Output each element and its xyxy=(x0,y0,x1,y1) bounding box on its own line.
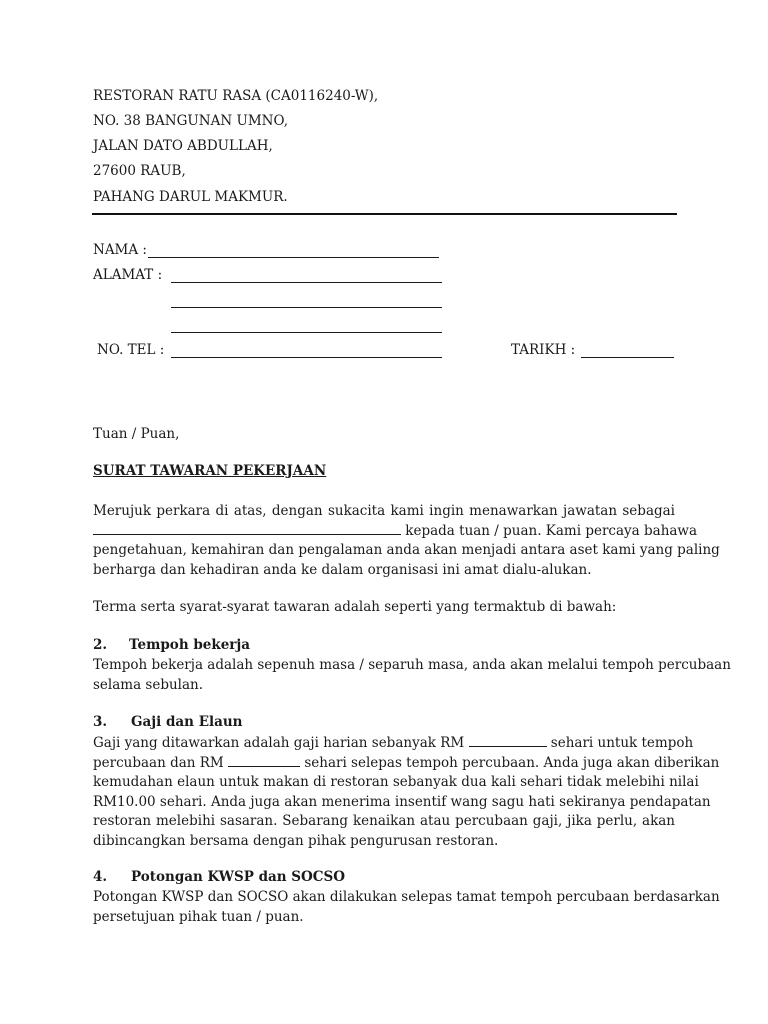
paragraph-text: percubaan dan RM xyxy=(93,754,224,771)
paragraph-line: Tempoh bekerja adalah sepenuh masa / separuh masa, anda akan melalui tempoh percubaan xyxy=(93,657,731,673)
paragraph-text: Gaji yang ditawarkan adalah gaji harian sebanyak RM xyxy=(93,735,465,751)
paragraph-line: selama sebulan. xyxy=(93,676,204,693)
paragraph-line: dibincangkan bersama dengan pihak pengurusan restoran. xyxy=(93,832,499,849)
letter-subject: SURAT TAWARAN PEKERJAAN xyxy=(93,463,327,479)
alamat-field[interactable] xyxy=(171,332,442,333)
nama-field[interactable] xyxy=(148,257,439,258)
section-title: Potongan KWSP dan SOCSO xyxy=(131,869,346,885)
alamat-field[interactable] xyxy=(171,307,442,308)
address-line: PAHANG DARUL MAKMUR. xyxy=(93,189,288,205)
section-number: 3. xyxy=(93,714,108,730)
paragraph-line: kemudahan elaun untuk makan di restoran sebanyak dua kali sehari tidak melebihi nilai xyxy=(93,774,699,791)
gaji-percubaan-blank[interactable] xyxy=(469,746,547,747)
paragraph-line: berharga dan kehadiran anda ke dalam organisasi ini amat dialu-alukan. xyxy=(93,561,592,578)
paragraph-text: sehari untuk tempoh xyxy=(550,735,694,751)
paragraph-line xyxy=(93,522,698,542)
paragraph-line: Potongan KWSP dan SOCSO akan dilakukan selepas tamat tempoh percubaan berdasarkan xyxy=(93,889,720,905)
section-number: 2. xyxy=(93,637,108,653)
address-line: NO. 38 BANGUNAN UMNO, xyxy=(93,113,289,129)
section-2-paragraph xyxy=(93,656,731,695)
paragraph-line: RM10.00 sehari. Anda juga akan menerima insentif wang sagu hati sekiranya pendapatan xyxy=(93,793,711,810)
intro-paragraph xyxy=(93,502,720,580)
tel-field[interactable] xyxy=(171,357,442,358)
company-name: RESTORAN RATU RASA (CA0116240-W), xyxy=(93,88,379,104)
paragraph-line: pengetahuan, kemahiran dan pengalaman anda akan menjadi antara aset kami yang paling xyxy=(93,542,720,559)
jawatan-blank[interactable] xyxy=(93,534,401,535)
paragraph-line: persetujuan pihak tuan / puan. xyxy=(93,908,304,925)
section-title: Tempoh bekerja xyxy=(129,637,251,653)
section-title: Gaji dan Elaun xyxy=(131,714,243,730)
salutation: Tuan / Puan, xyxy=(93,426,180,442)
section-number: 4. xyxy=(93,869,108,885)
address-line: 27600 RAUB, xyxy=(93,163,186,179)
tel-label: NO. TEL : xyxy=(97,342,165,358)
section-3-paragraph xyxy=(93,734,720,852)
paragraph-line xyxy=(93,754,720,774)
alamat-label: ALAMAT : xyxy=(93,267,163,283)
section-4-paragraph xyxy=(93,888,720,927)
alamat-field[interactable] xyxy=(171,282,442,283)
paragraph-line: Merujuk perkara di atas, dengan sukacita kami ingin menawarkan jawatan sebagai xyxy=(93,503,675,519)
paragraph-text: sehari selepas tempoh percubaan. Anda juga akan diberikan xyxy=(304,754,720,771)
paragraph-text: kepada tuan / puan. Kami percaya bahawa xyxy=(405,522,698,539)
tarikh-field[interactable] xyxy=(581,357,674,358)
header-divider xyxy=(92,213,677,215)
nama-label: NAMA : xyxy=(93,242,147,258)
gaji-selepas-blank[interactable] xyxy=(228,766,300,767)
tarikh-label: TARIKH : xyxy=(511,342,576,358)
terms-intro: Terma serta syarat-syarat tawaran adalah seperti yang termaktub di bawah: xyxy=(93,599,617,615)
paragraph-line: restoran melebihi sasaran. Sebarang kenaikan atau percubaan gaji, jika perlu, akan xyxy=(93,813,675,830)
paragraph-line xyxy=(93,734,694,754)
address-line: JALAN DATO ABDULLAH, xyxy=(93,138,273,154)
